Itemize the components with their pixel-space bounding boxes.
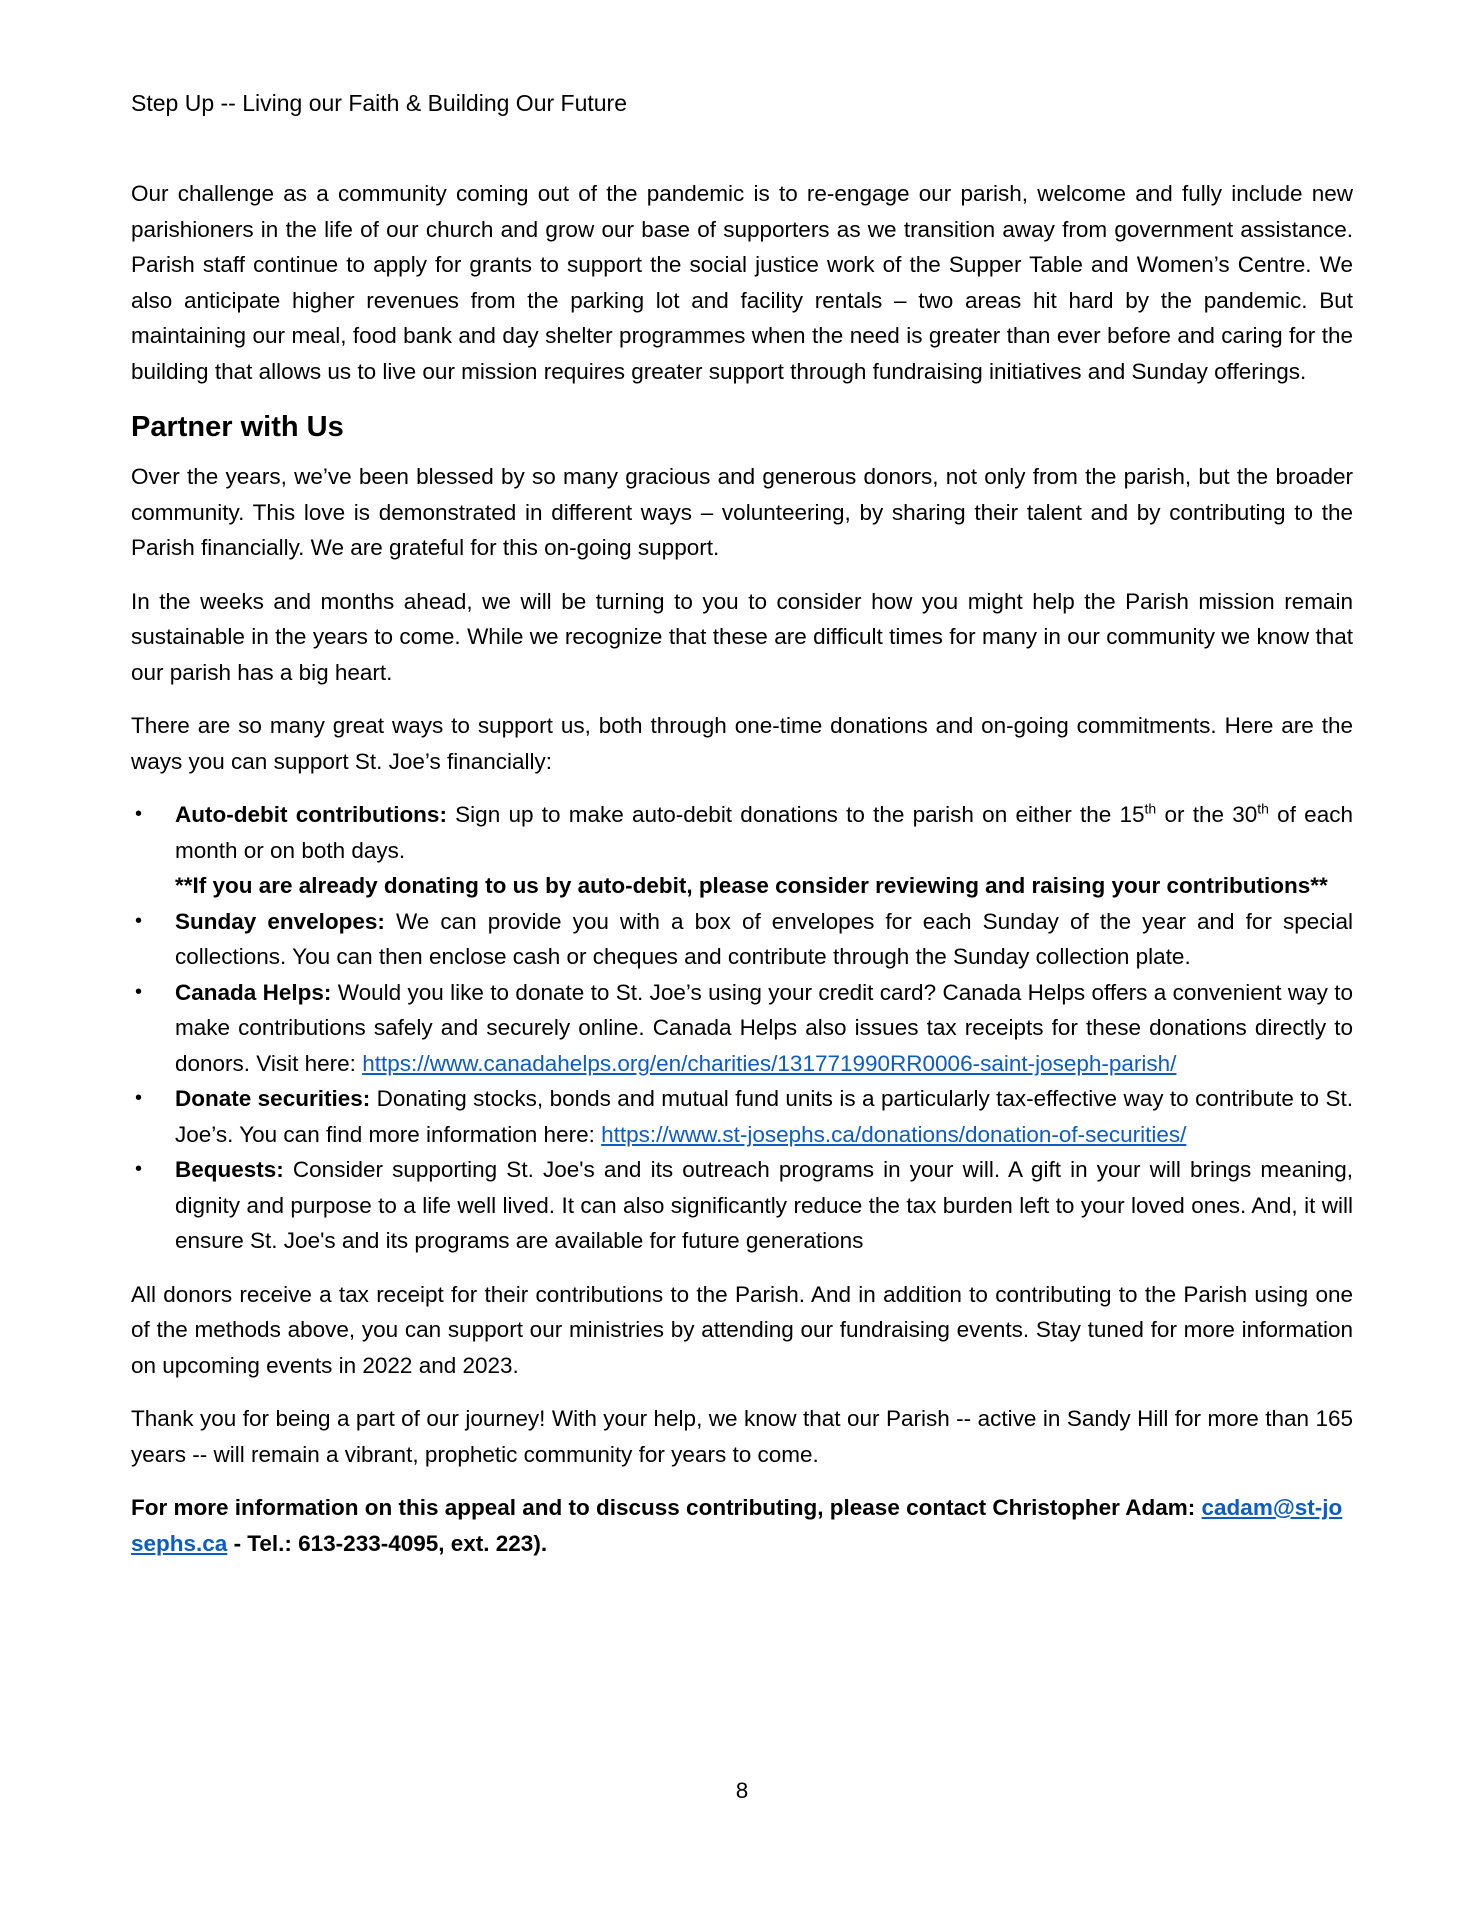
contact-line <box>131 1490 1353 1561</box>
item-text: Donating stocks, bonds and mutual fund units is a particularly tax-effective way to contribute to St. Joe’s. You can find more information here: <box>175 1086 1353 1147</box>
item-text: or the 30 <box>1156 802 1258 827</box>
item-label: Auto-debit contributions: <box>175 802 447 827</box>
bullet-icon: • <box>135 980 143 1003</box>
item-text: of each month or on both days. <box>175 802 1353 863</box>
list-item-canada-helps <box>131 975 1353 1082</box>
list-item-auto-debit <box>131 797 1353 904</box>
bullet-icon: • <box>135 1087 143 1109</box>
item-label: Sunday envelopes: <box>175 908 385 934</box>
partner-paragraph-2: In the weeks and months ahead, we will be turning to you to consider how you might help the Parish mission remain sustainable in the years to come. While we recognize that these are difficult times for many in our community we know that our parish has a big heart. <box>131 588 1353 685</box>
partner-paragraph-3: There are so many great ways to support us, both through one-time donations and on-going commitments. Here are the ways you can support St. Joe’s financially: <box>131 713 1353 774</box>
page-content <box>131 176 1353 1579</box>
item-label: Bequests: <box>175 1157 284 1182</box>
bullet-icon: • <box>135 909 143 932</box>
item-label: Donate securities: <box>175 1086 371 1111</box>
contact-email-link[interactable]: cadam@st-josephs.ca <box>131 1495 1343 1556</box>
section-heading-partner: Partner with Us <box>131 411 344 443</box>
canada-helps-link[interactable]: https://www.canadahelps.org/en/charities/131771990RR0006-saint-joseph-parish/ <box>362 1050 1177 1076</box>
intro-paragraph: Our challenge as a community coming out of the pandemic is to re-engage our parish, welcome and fully include new parishioners in the life of our church and grow our base of supporters as we transition away from government assistance. Parish staff continue to apply for grants to support the social justice work of the Supper Table and Women’s Centre. We also anticipate higher revenues from the parking lot and facility rentals – two areas hit hard by the pandemic. But maintaining our meal, food bank and day shelter programmes when the need is greater than ever before and caring for the building that allows us to live our mission requires greater support through fundraising initiatives and Sunday offerings. <box>131 181 1353 384</box>
item-text: Consider supporting St. Joe's and its outreach programs in your will. A gift in your will brings meaning, dignity and purpose to a life well lived. It can also significantly reduce the tax burden left to your loved ones. And, it will ensure St. Joe's and its programs are available for future generations <box>175 1157 1353 1253</box>
auto-debit-note: **If you are already donating to us by auto-debit, please consider reviewing and raising your contributions** <box>175 873 1328 898</box>
donation-ways-list <box>131 797 1353 1259</box>
bullet-icon: • <box>135 1158 143 1180</box>
item-text: Sign up to make auto-debit donations to the parish on either the 15 <box>446 802 1145 827</box>
item-text: We can provide you with a box of envelopes for each Sunday of the year and for special collections. You can then enclose cash or cheques and contribute through the Sunday collection plate. <box>175 908 1354 969</box>
item-label: Canada Helps: <box>175 979 332 1005</box>
closing-paragraph-2: Thank you for being a part of our journey! With your help, we know that our Parish -- active in Sandy Hill for more than 165 years -- will remain a vibrant, prophetic community for years to come. <box>131 1406 1353 1467</box>
bullet-icon: • <box>135 803 143 825</box>
ordinal-suffix: th <box>1144 800 1157 817</box>
partner-paragraph-1: Over the years, we’ve been blessed by so many gracious and generous donors, not only from the parish, but the broader community. This love is demonstrated in different ways – volunteering, by sharing their talent and by contributing to the Parish financially. We are grateful for this on-going support. <box>131 464 1353 560</box>
list-item-bequests <box>131 1152 1353 1259</box>
securities-link[interactable]: https://www.st-josephs.ca/donations/donation-of-securities/ <box>601 1121 1187 1147</box>
page-number: 8 <box>735 1778 749 1803</box>
ordinal-suffix: th <box>1257 800 1269 817</box>
list-item-donate-securities <box>131 1081 1353 1152</box>
document-page <box>131 0 1353 1920</box>
contact-phone: - Tel.: 613-233-4095, ext. 223). <box>227 1530 548 1556</box>
closing-paragraph-1: All donors receive a tax receipt for their contributions to the Parish. And in addition to contributing to the Parish using one of the methods above, you can support our ministries by attending our fundraising events. Stay tuned for more information on upcoming events in 2022 and 2023. <box>131 1281 1353 1378</box>
item-text: Would you like to donate to St. Joe’s using your credit card? Canada Helps offers a convenient way to make contributions safely and securely online. Canada Helps also issues tax receipts for these donations directly to donors. Visit here: <box>175 979 1353 1076</box>
running-header: Step Up -- Living our Faith & Building Our Future <box>131 90 628 116</box>
list-item-sunday-envelopes <box>131 904 1353 975</box>
contact-text: For more information on this appeal and to discuss contributing, please contact Christopher Adam: <box>131 1495 1202 1520</box>
